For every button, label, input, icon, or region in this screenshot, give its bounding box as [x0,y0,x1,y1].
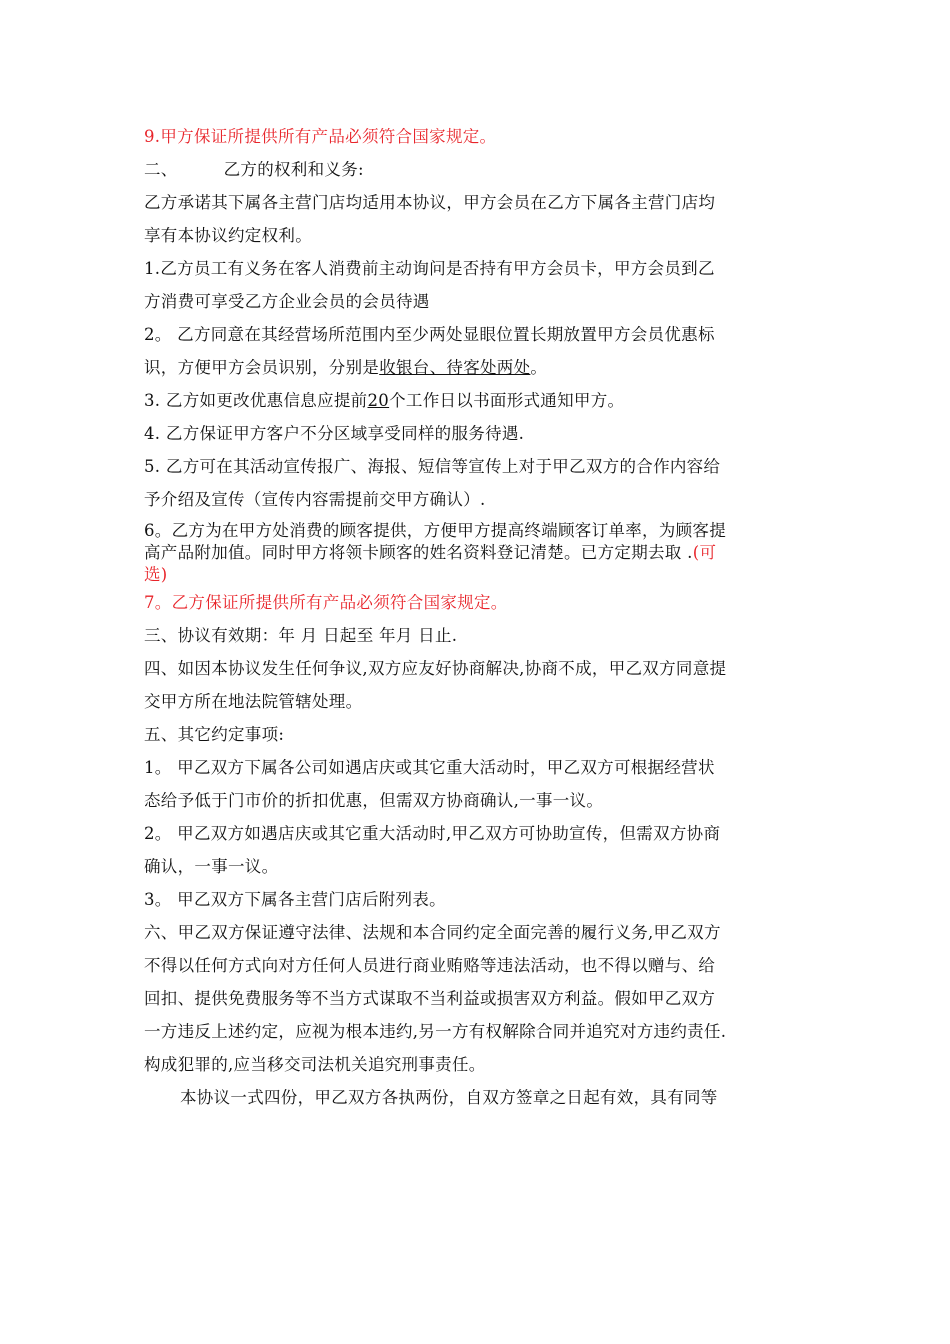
item-2-underlined-locations: 收银台、待客处两处 [379,358,531,377]
section-6-line-1: 六、甲乙双方保证遵守法律、法规和本合同约定全面完善的履行义务,甲乙双方 [144,923,721,942]
item-6-line-2 [144,542,812,564]
other-1-line-1: 1。 甲乙双方下属各公司如遇店庆或其它重大活动时，甲乙双方可根据经营状 [144,758,715,777]
item-3 [144,384,812,417]
item-2-text: 识，方便甲方会员识别，分别是 [144,358,380,377]
item-6-line-1: 6。乙方为在甲方处消费的顾客提供，方便甲方提高终端顾客订单率，为顾客提 [144,521,726,540]
section-2-number: 二、 [144,160,178,179]
section-2-heading [144,153,812,186]
item-2-period: 。 [530,358,548,377]
section-6-line-4: 一方违反上述约定，应视为根本违约,另一方有权解除合同并追究对方违约责任. [144,1022,727,1041]
item-1-line-1: 1.乙方员工有义务在客人消费前主动询问是否持有甲方会员卡，甲方会员到乙 [144,259,715,278]
section-6-line-3: 回扣、提供免费服务等不当方式谋取不当利益或损害双方利益。假如甲乙双方 [144,989,716,1008]
final-clause: 本协议一式四份，甲乙双方各执两份，自双方签章之日起有效，具有同等 [180,1088,718,1107]
clause-9-party-a: 9.甲方保证所提供所有产品必须符合国家规定。 [144,127,497,146]
section-3-validity: 三、协议有效期：年 月 日起至 年月 日止. [144,626,458,645]
section-2-intro-line-1: 乙方承诺其下属各主营门店均适用本协议，甲方会员在乙方下属各主营门店均 [144,193,716,212]
other-2-line-2: 确认，一事一议。 [144,857,279,876]
item-6-text: 高产品附加值。同时甲方将领卡顾客的姓名资料登记清楚。已方定期去取 . [144,543,693,562]
item-1-line-2: 方消费可享受乙方企业会员的会员待遇 [144,292,430,311]
item-6-optional-close: 选) [144,565,168,584]
item-5-line-2: 予介绍及宣传（宣传内容需提前交甲方确认）. [144,490,486,509]
item-3-text-b: 个工作日以书面形式通知甲方。 [389,391,625,410]
item-5-line-1: 5. 乙方可在其活动宣传报广、海报、短信等宣传上对于甲乙双方的合作内容给 [144,457,721,476]
section-6-line-2: 不得以任何方式向对方任何人员进行商业贿赂等违法活动，也不得以赠与、给 [144,956,716,975]
section-6-line-5: 构成犯罪的,应当移交司法机关追究刑事责任。 [144,1055,486,1074]
document-page [144,120,812,1114]
section-4-line-2: 交甲方所在地法院管辖处理。 [144,692,363,711]
section-5-heading: 五、其它约定事项: [144,725,285,744]
item-4: 4. 乙方保证甲方客户不分区域享受同样的服务待遇. [144,424,525,443]
item-7-party-b: 7。乙方保证所提供所有产品必须符合国家规定。 [144,593,508,612]
section-2-title: 乙方的权利和义务: [223,160,364,179]
other-1-line-2: 态给予低于门市价的折扣优惠，但需双方协商确认,一事一议。 [144,791,604,810]
item-3-days-underlined: 20 [367,391,390,410]
item-2-line-1: 2。 乙方同意在其经营场所范围内至少两处显眼位置长期放置甲方会员优惠标 [144,325,715,344]
section-4-line-1: 四、如因本协议发生任何争议,双方应友好协商解决,协商不成，甲乙双方同意提 [144,659,727,678]
item-2-line-2 [144,351,812,384]
other-3: 3。 甲乙双方下属各主营门店后附列表。 [144,890,446,909]
item-3-text-a: 3. 乙方如更改优惠信息应提前 [144,391,368,410]
item-6-optional-open: (可 [692,543,717,562]
section-2-intro-line-2: 享有本协议约定权利。 [144,226,312,245]
other-2-line-1: 2。 甲乙双方如遇店庆或其它重大活动时,甲乙双方可协助宣传，但需双方协商 [144,824,721,843]
